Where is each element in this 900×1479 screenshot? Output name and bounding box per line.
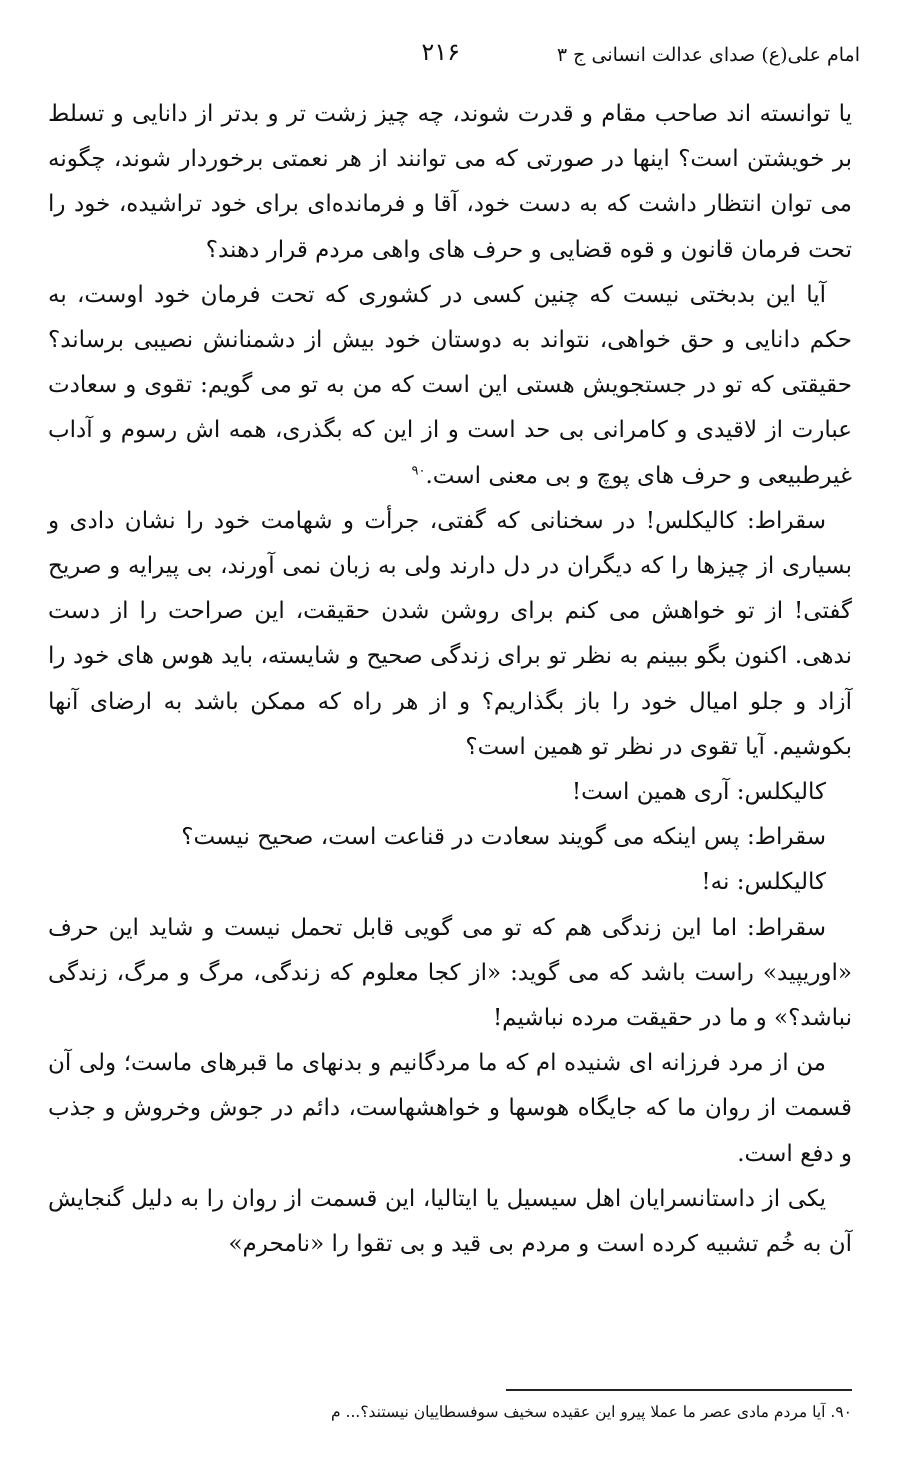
paragraph: یا توانسته اند صاحب مقام و قدرت شوند، چه چیز زشت تر و بدتر از دانایی و تسلط بر خویشتن است؟ اینها در صورتی که می توانند از هر نعمتی برخوردار شوند، چگونه می توان انتظار داشت که به دست خود، آقا و فرمانده‌ای برای خود تراشیده، خود را تحت فرمان قانون و قوه قضایی و حرف های واهی مردم قرار دهند؟ bbox=[48, 101, 852, 263]
paragraph: سقراط: کالیکلس! در سخنانی که گفتی، جرأت و شهامت خود را نشان دادی و بسیاری از چیزها را که دیگران در دل دارند ولی به زبان نمی آورند، بی پیرایه و صریح گفتی! از تو خواهش می کنم برای روشن شدن حقیقت، این صراحت را از دست ندهی. اکنون بگو ببینم به نظر تو برای زندگی صحیح و شایسته، باید هوس های خود را آزاد و جلو امیال خود را باز بگذاریم؟ و از هر راه که ممکن باشد به ارضای آنها بکوشیم. آیا تقوی در نظر تو همین است؟ bbox=[48, 507, 853, 760]
paragraph: سقراط: اما این زندگی هم که تو می گویی قابل تحمل نیست و شاید این حرف «اوریپید» راست باشد که می گوید: «از کجا معلوم که زندگی، مرگ و مرگ، زندگی نباشد؟» و ما در حقیقت مرده نباشیم! bbox=[48, 914, 852, 1032]
paragraph: من از مرد فرزانه ای شنیده ام که ما مردگانیم و بدنهای ما قبرهای ماست؛ ولی آن قسمت از روان ما که جایگاه هوسها و خواهشهاست، دائم در جوش وخروش و جذب و دفع است. bbox=[48, 1050, 852, 1167]
page-number: ۲۱۶ bbox=[421, 38, 460, 66]
dialogue-line: کالیکلس: نه! bbox=[701, 869, 826, 896]
running-title: امام علی(ع) صدای عدالت انسانی ج ۳ bbox=[556, 44, 860, 66]
body-text bbox=[48, 92, 852, 1267]
dialogue-line: کالیکلس: آری همین است! bbox=[571, 779, 826, 806]
footnote-reference[interactable]: ۹۰ bbox=[411, 462, 426, 478]
paragraph-with-footnote bbox=[48, 273, 852, 499]
page-header bbox=[40, 38, 860, 78]
dialogue-line: سقراط: پس اینکه می گویند سعادت در قناعت است، صحیح نیست؟ bbox=[181, 824, 826, 851]
footnote-divider bbox=[506, 1389, 852, 1391]
paragraph: یکی از داستانسرایان اهل سیسیل یا ایتالیا، این قسمت از روان را به دلیل گنجایش آن به خُم تشبیه کرده است و مردم بی قید و بی تقوا را «نامحرم» bbox=[48, 1185, 852, 1258]
paragraph-text: آیا این بدبختی نیست که چنین کسی در کشوری که تحت فرمان خود اوست، به حکم دانایی و حق خواهی، نتواند به دوستان خود بیش از دشمنانش نصیبی برساند؟ حقیقتی که تو در جستجویش هستی این است که من به تو می گویم: تقوی و سعادت عبارت از لاقیدی و کامرانی بی حد است و از این که بگذری، همه اش رسوم و آداب غیرطبیعی و حرف های پوچ و بی معنی است. bbox=[48, 281, 852, 489]
footnote: ۹۰. آیا مردم مادی عصر ما عملا پیرو این عقیده سخیف سوفسطاییان نیستند؟... م bbox=[331, 1403, 852, 1421]
